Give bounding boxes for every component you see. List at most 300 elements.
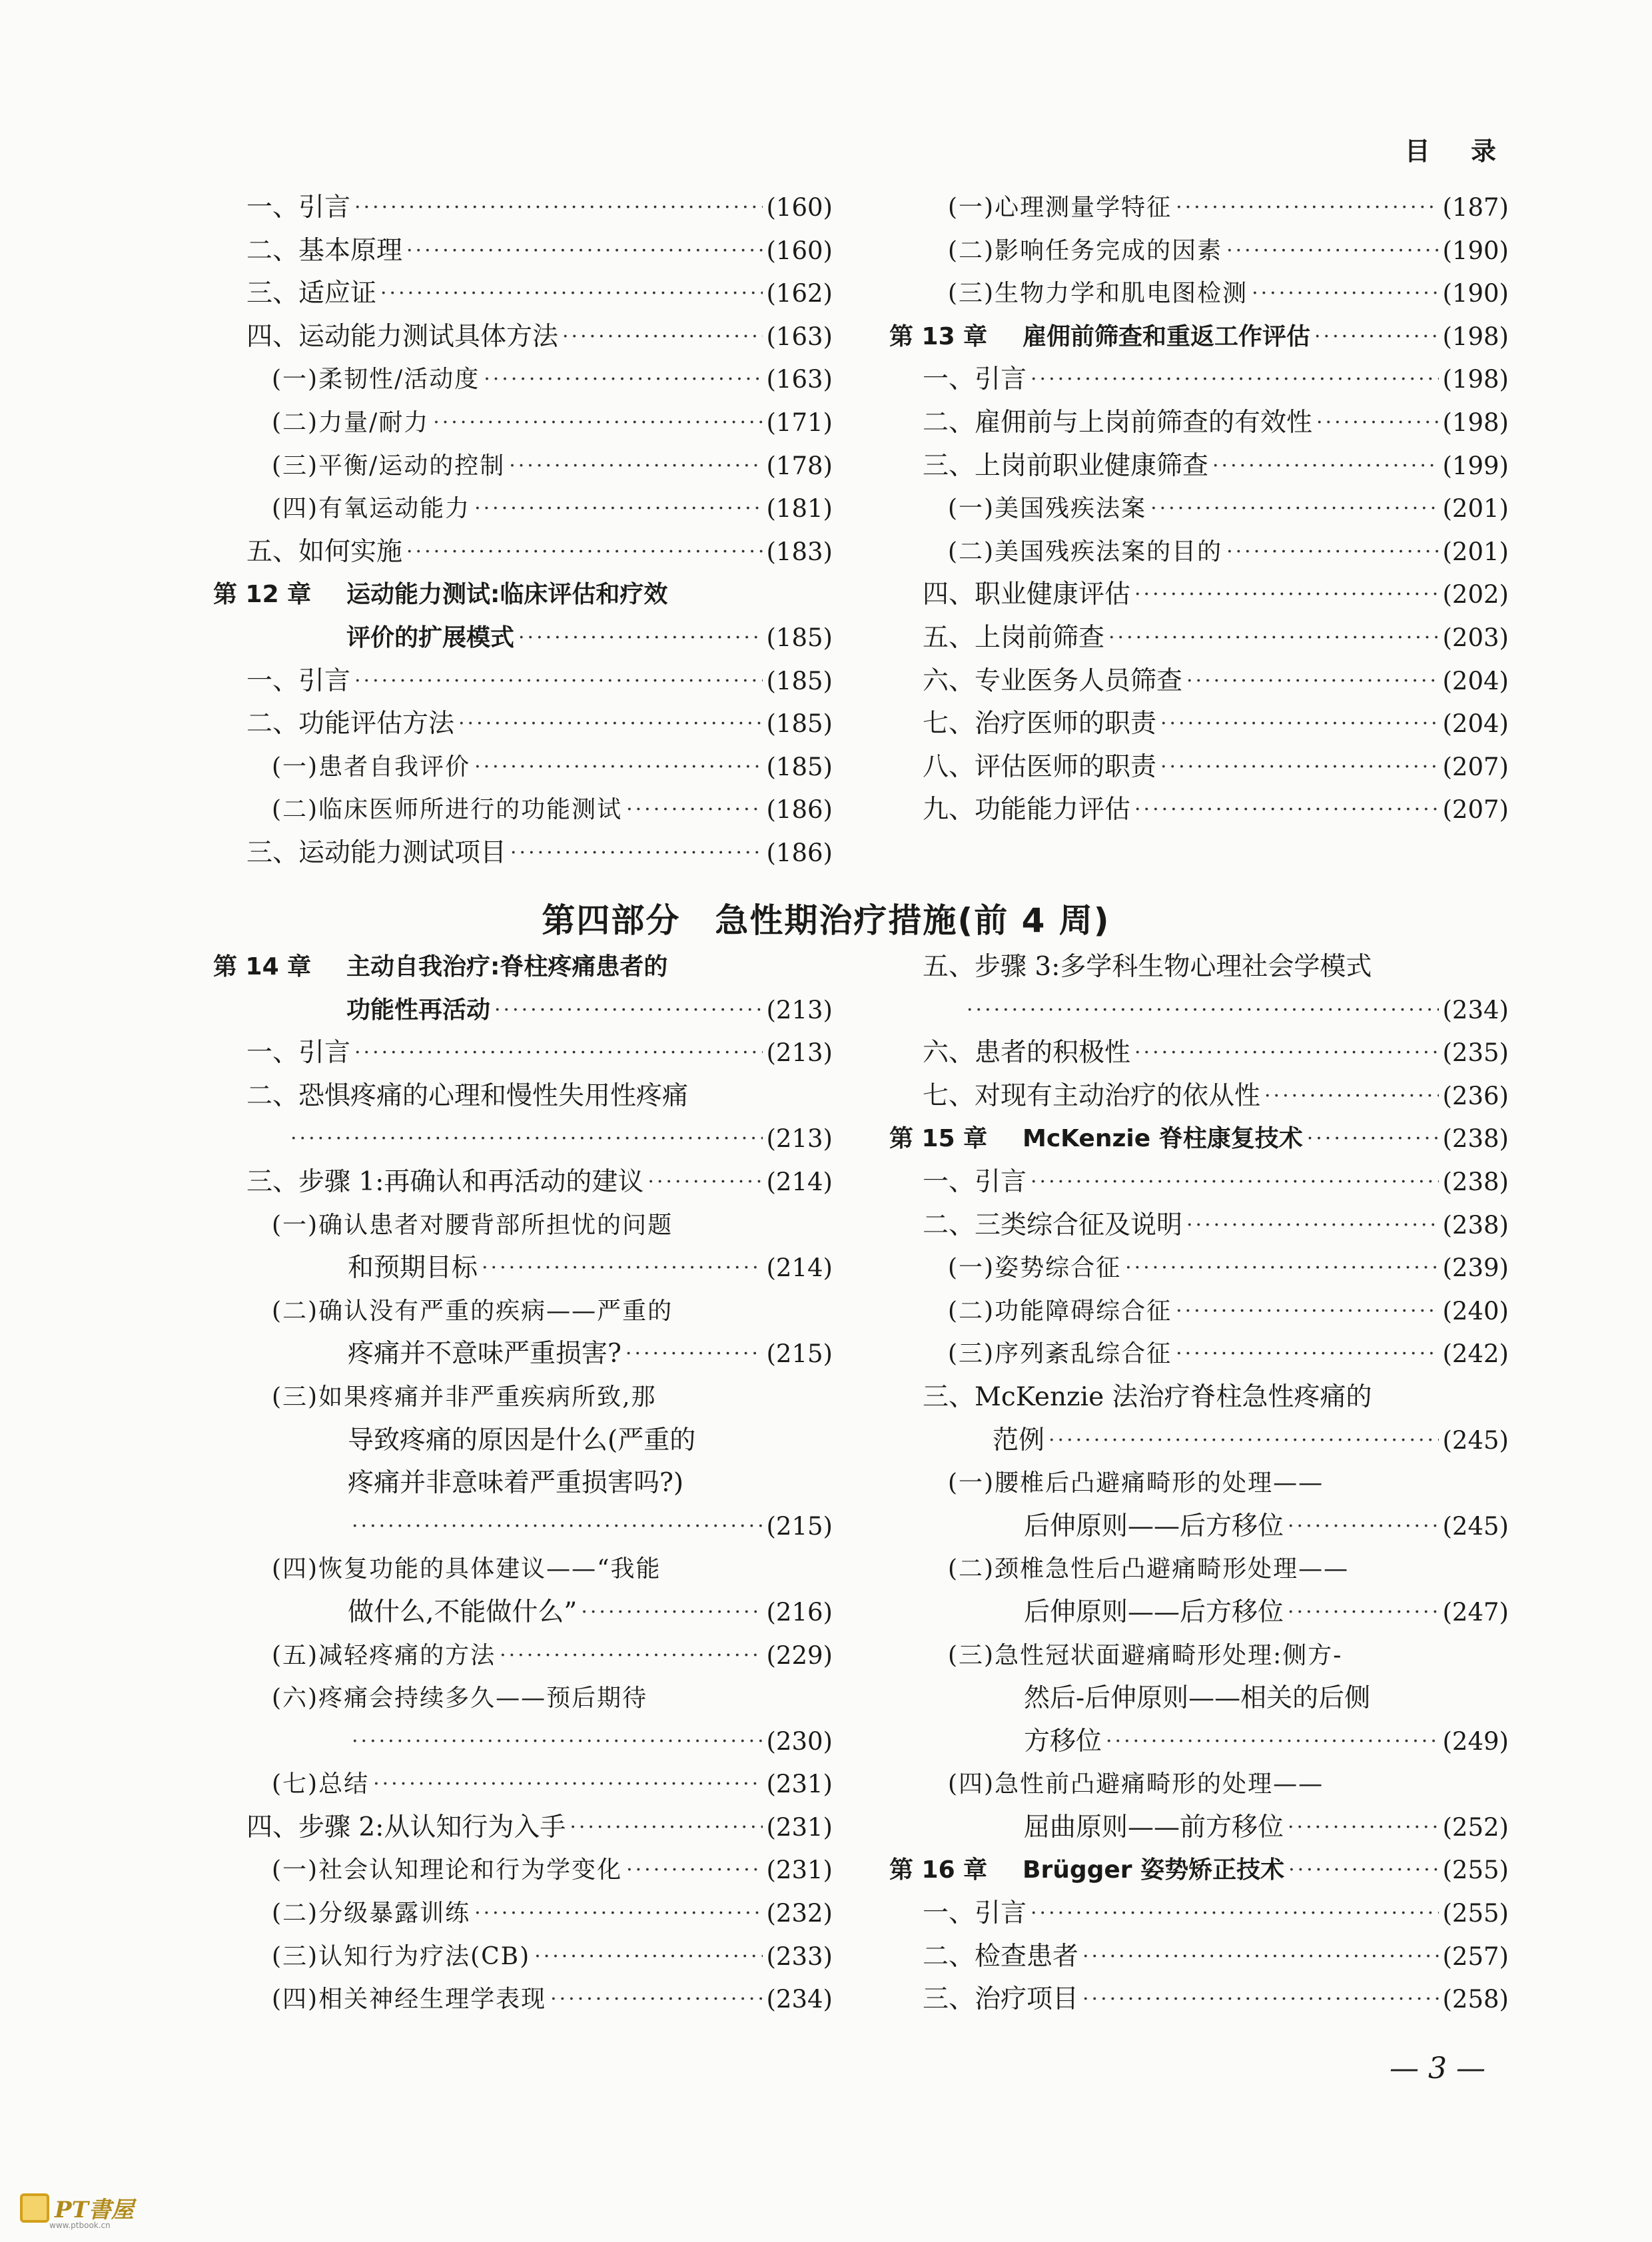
leader-dots xyxy=(474,746,762,789)
toc-entry xyxy=(889,1075,1509,1118)
toc-entry-label: 范例 xyxy=(993,1425,1045,1455)
toc-entry-label: (四)相关神经生理学表现 xyxy=(272,1986,547,2014)
toc-page-number: (207) xyxy=(1442,795,1509,825)
toc-page-number: (234) xyxy=(1442,995,1509,1024)
toc-entry xyxy=(213,703,833,746)
toc-entry-label: 疼痛并非意味着严重损害吗?) xyxy=(348,1468,684,1499)
toc-page-number: (232) xyxy=(766,1899,833,1928)
leader-dots xyxy=(510,832,762,875)
toc-entry xyxy=(213,1720,833,1764)
toc-entry xyxy=(213,1677,833,1720)
toc-page-number: (185) xyxy=(766,709,833,739)
toc-entry xyxy=(213,1936,833,1979)
toc-entry-label: 三、上岗前职业健康筛查 xyxy=(923,450,1209,481)
toc-page-number: (185) xyxy=(766,666,833,695)
toc-entry-label: 后伸原则——后方移位 xyxy=(1024,1597,1284,1627)
toc-entry-label: 评价的扩展模式 xyxy=(346,623,515,651)
leader-dots xyxy=(1150,488,1438,531)
toc-entry xyxy=(889,789,1509,832)
leader-dots xyxy=(570,1806,762,1850)
toc-chapter-entry xyxy=(889,316,1509,359)
toc-entry xyxy=(213,1075,833,1118)
toc-entry xyxy=(213,358,833,402)
toc-entry xyxy=(889,402,1509,445)
toc-entry xyxy=(889,358,1509,402)
toc-entry-label: 三、治疗项目 xyxy=(923,1984,1079,2015)
toc-page-number: (198) xyxy=(1442,365,1509,394)
toc-entry-label: 二、恐惧疼痛的心理和慢性失用性疼痛 xyxy=(246,1080,689,1111)
toc-entry-label: 四、运动能力测试具体方法 xyxy=(246,321,559,352)
toc-entry xyxy=(889,1376,1509,1419)
toc-entry xyxy=(213,1849,833,1892)
chapter-number: 第 16 章 xyxy=(889,1856,988,1884)
toc-entry-label: 六、患者的积极性 xyxy=(923,1038,1131,1068)
watermark-url: www.ptbook.cn xyxy=(49,2221,111,2230)
leader-dots xyxy=(354,187,762,230)
leader-dots xyxy=(1082,1936,1438,1979)
toc-entry-label: 六、专业医务人员筛查 xyxy=(923,665,1183,696)
toc-page-number: (216) xyxy=(766,1597,833,1627)
toc-page-number: (187) xyxy=(1442,193,1509,222)
toc-page-number: (181) xyxy=(766,494,833,524)
toc-entry-label: 四、步骤 2:从认知行为入手 xyxy=(246,1812,566,1842)
leader-dots xyxy=(1252,272,1438,316)
toc-page-number: (255) xyxy=(1442,1899,1509,1928)
toc-entry xyxy=(213,1032,833,1075)
toc-entry xyxy=(889,660,1509,703)
toc-right-top xyxy=(889,187,1509,832)
toc-page-number: (234) xyxy=(766,1985,833,2014)
chapter-title: 雇佣前筛查和重返工作评估 xyxy=(1023,322,1311,350)
toc-page-number: (190) xyxy=(1442,279,1509,308)
toc-entry-label: 功能性再活动 xyxy=(346,996,491,1024)
leader-dots xyxy=(1226,531,1438,574)
toc-page-number: (231) xyxy=(766,1770,833,1799)
leader-dots xyxy=(290,1118,763,1161)
page-number: — 3 — xyxy=(1390,2052,1485,2085)
leader-dots xyxy=(1186,1204,1438,1248)
leader-dots xyxy=(474,1892,762,1936)
leader-dots xyxy=(1106,1720,1438,1764)
toc-entry xyxy=(213,660,833,703)
toc-page-number: (183) xyxy=(766,537,833,566)
leader-dots xyxy=(1226,230,1438,273)
leader-dots xyxy=(1031,1161,1438,1204)
toc-entry-label: 三、McKenzie 法治疗脊柱急性疼痛的 xyxy=(923,1381,1372,1412)
leader-dots xyxy=(494,989,762,1032)
chapter-number: 第 15 章 xyxy=(889,1125,988,1153)
toc-page-number: (213) xyxy=(766,995,833,1024)
toc-page-number: (238) xyxy=(1442,1210,1509,1240)
toc-entry xyxy=(889,989,1509,1032)
toc-entry xyxy=(889,1591,1509,1635)
toc-page-number: (162) xyxy=(766,279,833,308)
toc-entry-label: 九、功能能力评估 xyxy=(923,795,1131,825)
toc-entry xyxy=(213,989,833,1032)
leader-dots xyxy=(1314,316,1438,359)
leader-dots xyxy=(967,989,1439,1032)
toc-entry xyxy=(889,946,1509,989)
toc-entry xyxy=(213,1419,833,1463)
toc-entry-label: 二、三类综合征及说明 xyxy=(923,1210,1183,1240)
toc-page-number: (252) xyxy=(1442,1812,1509,1842)
toc-entry-label xyxy=(889,1118,1303,1161)
leader-dots xyxy=(352,1720,763,1764)
toc-page-number: (160) xyxy=(766,236,833,265)
toc-entry-label: (一)心理测量学特征 xyxy=(948,194,1172,221)
toc-entry-label xyxy=(889,1849,1284,1892)
toc-page-number: (214) xyxy=(766,1167,833,1196)
toc-page-number: (204) xyxy=(1442,666,1509,695)
chapter-number: 第 13 章 xyxy=(889,322,988,350)
toc-entry xyxy=(889,187,1509,230)
toc-entry-label: 四、职业健康评估 xyxy=(923,579,1131,610)
toc-page-number: (201) xyxy=(1442,537,1509,566)
toc-entry xyxy=(889,1677,1509,1720)
toc-entry-label: (二)力量/耐力 xyxy=(272,408,430,436)
toc-entry xyxy=(213,1505,833,1549)
toc-page-number: (185) xyxy=(766,623,833,652)
toc-entry xyxy=(889,1936,1509,1979)
toc-entry-label: (一)腰椎后凸避痛畸形的处理—— xyxy=(948,1469,1324,1497)
toc-entry xyxy=(213,1591,833,1635)
toc-entry xyxy=(889,573,1509,617)
toc-entry-label: 一、引言 xyxy=(246,192,351,222)
toc-entry-label: (一)姿势综合征 xyxy=(948,1254,1122,1282)
leader-dots xyxy=(626,1849,762,1892)
toc-entry-label: 做什么,不能做什么” xyxy=(348,1597,578,1627)
toc-page-number: (238) xyxy=(1442,1167,1509,1196)
toc-right-bottom xyxy=(889,946,1509,2022)
toc-chapter-entry xyxy=(213,946,833,989)
toc-entry xyxy=(889,1204,1509,1248)
toc-entry xyxy=(889,1635,1509,1678)
toc-entry xyxy=(213,272,833,316)
toc-entry xyxy=(213,1892,833,1936)
toc-entry-label: (二)确认没有严重的疾病——严重的 xyxy=(272,1297,673,1325)
toc-entry xyxy=(889,617,1509,660)
toc-page-number: (213) xyxy=(766,1038,833,1068)
toc-entry-label: 三、适应证 xyxy=(246,278,377,309)
toc-entry-label: 一、引言 xyxy=(923,1166,1027,1197)
leader-dots xyxy=(1108,617,1438,660)
toc-page-number: (171) xyxy=(766,408,833,437)
toc-entry xyxy=(889,1505,1509,1549)
toc-entry-label: 一、引言 xyxy=(246,665,351,696)
leader-dots xyxy=(1288,1806,1438,1850)
toc-entry xyxy=(213,1978,833,2022)
leader-dots xyxy=(1288,1505,1438,1549)
leader-dots xyxy=(1176,187,1438,230)
leader-dots xyxy=(406,531,762,574)
toc-page-number: (198) xyxy=(1442,322,1509,351)
leader-dots xyxy=(550,1978,762,2022)
toc-entry-label: (三)序列紊乱综合征 xyxy=(948,1340,1172,1368)
toc-entry xyxy=(889,445,1509,488)
toc-entry xyxy=(889,1333,1509,1376)
toc-page-number: (186) xyxy=(766,838,833,867)
leader-dots xyxy=(1186,660,1438,703)
leader-dots xyxy=(1134,573,1438,617)
toc-entry-label: 一、引言 xyxy=(246,1038,351,1068)
toc-entry-label: 三、步骤 1:再确认和再活动的建议 xyxy=(246,1166,644,1197)
toc-page-number: (235) xyxy=(1442,1038,1509,1068)
toc-page-number: (213) xyxy=(766,1124,833,1154)
leader-dots xyxy=(534,1936,762,1979)
toc-entry-label: (三)生物力学和肌电图检测 xyxy=(948,280,1248,308)
toc-entry-label: 后伸原则——后方移位 xyxy=(1024,1511,1284,1541)
toc-entry xyxy=(889,531,1509,574)
toc-entry-label: 疼痛并不意味严重损害? xyxy=(348,1339,621,1369)
leader-dots xyxy=(1048,1419,1438,1463)
toc-entry xyxy=(213,1635,833,1678)
toc-page-number: (245) xyxy=(1442,1511,1509,1541)
book-icon xyxy=(20,2193,49,2223)
toc-entry-label xyxy=(889,316,1310,359)
toc-page-number: (214) xyxy=(766,1254,833,1283)
leader-dots xyxy=(484,358,762,402)
toc-page-number: (185) xyxy=(766,752,833,781)
toc-entry xyxy=(213,230,833,273)
toc-entry xyxy=(213,316,833,359)
toc-entry xyxy=(213,488,833,531)
part-heading: 第四部分 急性期治疗措施(前 4 周) xyxy=(542,901,1110,940)
chapter-title: McKenzie 脊柱康复技术 xyxy=(1023,1125,1303,1153)
running-header: 目 录 xyxy=(1404,137,1512,166)
toc-entry-label: 方移位 xyxy=(1024,1726,1102,1756)
toc-page-number: (202) xyxy=(1442,580,1509,609)
toc-entry-label: (二)颈椎急性后凸避痛畸形处理—— xyxy=(948,1555,1350,1583)
toc-entry-label: (三)急性冠状面避痛畸形处理:侧方- xyxy=(948,1641,1343,1669)
toc-page-number: (215) xyxy=(766,1511,833,1541)
toc-entry-label: 和预期目标 xyxy=(348,1253,478,1284)
leader-dots xyxy=(509,445,762,488)
toc-entry-label: 五、如何实施 xyxy=(246,536,403,567)
toc-entry-label: (六)疼痛会持续多久——预后期待 xyxy=(272,1684,648,1712)
leader-dots xyxy=(581,1591,762,1635)
toc-entry-label: 七、治疗医师的职责 xyxy=(923,709,1157,739)
toc-entry-label: (三)如果疼痛并非严重疾病所致,那 xyxy=(272,1383,657,1411)
toc-page-number: (255) xyxy=(1442,1856,1509,1885)
toc-page-number: (215) xyxy=(766,1339,833,1369)
toc-entry-label: 二、雇佣前与上岗前筛查的有效性 xyxy=(923,407,1313,438)
leader-dots xyxy=(1176,1333,1438,1376)
toc-chapter-entry xyxy=(213,573,833,617)
toc-entry xyxy=(213,1247,833,1290)
toc-entry-label: 二、基本原理 xyxy=(246,235,403,266)
toc-entry-label: 导致疼痛的原因是什么(严重的 xyxy=(348,1425,696,1455)
toc-entry-label: (一)患者自我评价 xyxy=(272,753,471,781)
toc-entry xyxy=(213,445,833,488)
toc-entry-label: (二)影响任务完成的因素 xyxy=(948,236,1223,264)
leader-dots xyxy=(1307,1118,1439,1161)
toc-entry xyxy=(213,1548,833,1591)
toc-page-number: (242) xyxy=(1442,1339,1509,1369)
toc-entry xyxy=(889,230,1509,273)
toc-entry xyxy=(213,832,833,875)
toc-entry xyxy=(213,531,833,574)
toc-entry-label: (一)柔韧性/活动度 xyxy=(272,366,480,394)
toc-chapter-entry xyxy=(889,1849,1509,1892)
toc-entry xyxy=(213,617,833,660)
toc-page-number: (245) xyxy=(1442,1425,1509,1455)
toc-entry-label: 一、引言 xyxy=(923,364,1027,395)
toc-page-number: (258) xyxy=(1442,1985,1509,2014)
toc-page-number: (229) xyxy=(766,1641,833,1670)
toc-entry-label: (四)急性前凸避痛畸形的处理—— xyxy=(948,1770,1324,1798)
toc-entry xyxy=(889,703,1509,746)
leader-dots xyxy=(1134,1032,1438,1075)
leader-dots xyxy=(354,660,762,703)
toc-page-number: (198) xyxy=(1442,408,1509,437)
toc-page-number: (230) xyxy=(766,1726,833,1756)
toc-entry xyxy=(889,1032,1509,1075)
leader-dots xyxy=(433,402,762,445)
leader-dots xyxy=(500,1635,762,1678)
toc-entry xyxy=(889,1462,1509,1505)
leader-dots xyxy=(482,1247,762,1290)
toc-page-number: (199) xyxy=(1442,451,1509,480)
toc-left-bottom xyxy=(213,946,833,2022)
toc-entry xyxy=(889,1892,1509,1936)
leader-dots xyxy=(647,1161,762,1204)
toc-entry-label: (二)分级暴露训练 xyxy=(272,1900,471,1928)
toc-entry-label: 五、步骤 3:多学科生物心理社会学模式 xyxy=(923,952,1372,982)
toc-entry-label: (五)减轻疼痛的方法 xyxy=(272,1641,496,1669)
chapter-title: Brügger 姿势矫正技术 xyxy=(1023,1856,1285,1884)
leader-dots xyxy=(354,1032,762,1075)
chapter-number: 第 12 章 xyxy=(213,581,312,609)
watermark-brand: PT書屋 xyxy=(55,2197,134,2223)
toc-entry xyxy=(213,1290,833,1333)
chapter-number: 第 14 章 xyxy=(213,953,312,980)
leader-dots xyxy=(1134,789,1438,832)
chapter-title: 主动自我治疗:脊柱疼痛患者的 xyxy=(346,953,668,980)
leader-dots xyxy=(1212,445,1438,488)
toc-entry xyxy=(889,1978,1509,2022)
leader-dots xyxy=(1264,1075,1438,1118)
toc-page-number: (239) xyxy=(1442,1254,1509,1283)
toc-page-number: (240) xyxy=(1442,1296,1509,1325)
toc-entry-label: 二、功能评估方法 xyxy=(246,709,455,739)
leader-dots xyxy=(1316,402,1438,445)
toc-entry xyxy=(889,272,1509,316)
leader-dots xyxy=(1160,703,1438,746)
toc-page-number: (249) xyxy=(1442,1726,1509,1756)
toc-page-number: (207) xyxy=(1442,752,1509,781)
toc-entry xyxy=(213,1376,833,1419)
leader-dots xyxy=(458,703,762,746)
toc-entry-label: 七、对现有主动治疗的依从性 xyxy=(923,1080,1261,1111)
leader-dots xyxy=(1176,1290,1438,1333)
toc-entry xyxy=(889,1548,1509,1591)
toc-entry xyxy=(889,488,1509,531)
toc-page-number: (190) xyxy=(1442,236,1509,265)
toc-page-number: (160) xyxy=(766,193,833,222)
toc-page-number: (163) xyxy=(766,322,833,351)
toc-page-number: (238) xyxy=(1442,1124,1509,1154)
toc-page-number: (231) xyxy=(766,1856,833,1885)
toc-entry xyxy=(889,1161,1509,1204)
leader-dots xyxy=(1031,1892,1438,1936)
toc-page-number: (163) xyxy=(766,365,833,394)
toc-entry-label: 三、运动能力测试项目 xyxy=(246,837,507,868)
toc-page-number: (204) xyxy=(1442,709,1509,739)
toc-entry-label: 五、上岗前筛查 xyxy=(923,622,1105,653)
toc-entry-label: 然后-后伸原则——相关的后侧 xyxy=(1024,1683,1371,1714)
leader-dots xyxy=(474,488,762,531)
toc-entry-label: 八、评估医师的职责 xyxy=(923,751,1157,782)
toc-chapter-entry xyxy=(889,1118,1509,1161)
toc-page-number: (201) xyxy=(1442,494,1509,524)
toc-page-number: (178) xyxy=(766,451,833,480)
toc-page-number: (186) xyxy=(766,795,833,825)
toc-entry-label: (三)平衡/运动的控制 xyxy=(272,452,506,480)
toc-entry-label: (四)恢复功能的具体建议——“我能 xyxy=(272,1555,661,1583)
toc-entry xyxy=(213,1118,833,1161)
toc-entry xyxy=(213,1161,833,1204)
leader-dots xyxy=(1288,1849,1438,1892)
toc-entry xyxy=(889,1419,1509,1463)
toc-entry xyxy=(889,1290,1509,1333)
leader-dots xyxy=(1125,1247,1438,1290)
toc-entry-label: 屈曲原则——前方移位 xyxy=(1024,1812,1284,1842)
leader-dots xyxy=(626,789,762,832)
toc-entry-label: (一)美国残疾法案 xyxy=(948,495,1147,523)
toc-left-top xyxy=(213,187,833,875)
toc-page-number: (257) xyxy=(1442,1942,1509,1971)
toc-entry xyxy=(213,187,833,230)
toc-entry xyxy=(213,402,833,445)
leader-dots xyxy=(352,1505,763,1549)
toc-entry-label: (二)临床医师所进行的功能测试 xyxy=(272,796,623,824)
toc-entry xyxy=(889,1247,1509,1290)
leader-dots xyxy=(1288,1591,1438,1635)
toc-entry-label: 二、检查患者 xyxy=(923,1941,1079,1972)
toc-entry-label: 一、引言 xyxy=(923,1898,1027,1929)
toc-entry-label: (三)认知行为疗法(CB) xyxy=(272,1942,531,1970)
toc-entry-label: (二)美国残疾法案的目的 xyxy=(948,538,1223,565)
toc-entry xyxy=(213,1763,833,1806)
toc-entry-label: (一)社会认知理论和行为学变化 xyxy=(272,1856,623,1884)
toc-entry-label: (四)有氧运动能力 xyxy=(272,495,471,523)
leader-dots xyxy=(373,1763,762,1806)
watermark-logo xyxy=(20,2191,134,2230)
toc-page-number: (233) xyxy=(766,1942,833,1971)
toc-entry xyxy=(213,1333,833,1376)
toc-entry-label: (二)功能障碍综合征 xyxy=(948,1297,1172,1325)
toc-entry xyxy=(213,746,833,789)
leader-dots xyxy=(562,316,762,359)
toc-entry xyxy=(889,1763,1509,1806)
toc-page-number: (231) xyxy=(766,1812,833,1842)
toc-entry-label: (七)总结 xyxy=(272,1770,370,1798)
toc-entry xyxy=(213,1462,833,1505)
toc-entry xyxy=(213,1806,833,1850)
toc-entry xyxy=(213,789,833,832)
leader-dots xyxy=(625,1333,763,1376)
toc-page-number: (247) xyxy=(1442,1597,1509,1627)
leader-dots xyxy=(1031,358,1438,402)
toc-page-number: (236) xyxy=(1442,1081,1509,1110)
toc-entry-label: (一)确认患者对腰背部所担忧的问题 xyxy=(272,1211,673,1239)
toc-entry-label xyxy=(213,946,667,989)
leader-dots xyxy=(518,617,762,660)
toc-entry xyxy=(889,1720,1509,1764)
leader-dots xyxy=(1082,1978,1438,2022)
toc-entry xyxy=(889,746,1509,789)
toc-entry-label xyxy=(213,573,667,617)
